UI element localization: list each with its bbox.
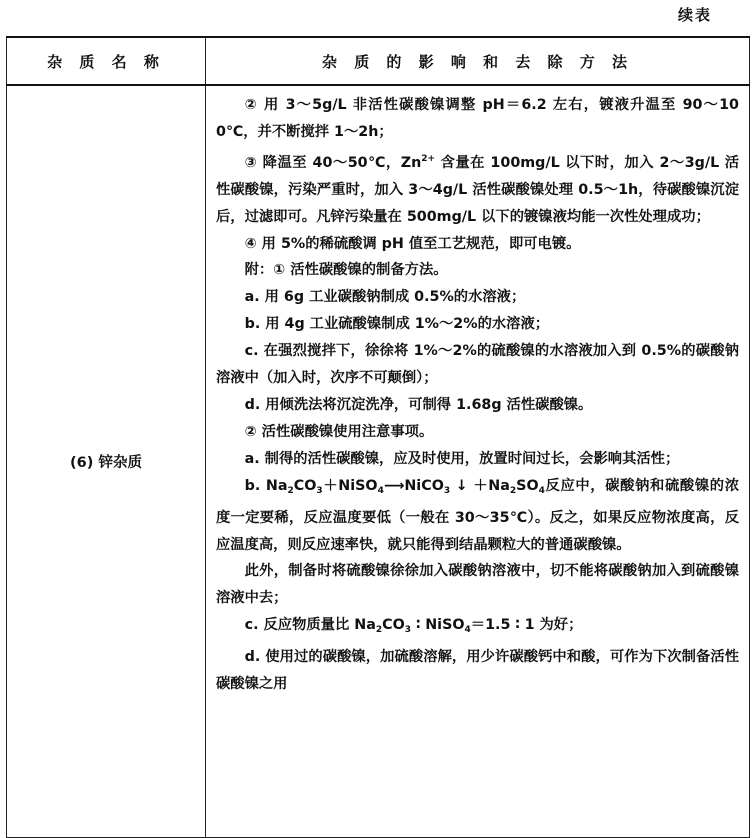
paragraph-prep-b: b. 用 4g 工业硫酸镍制成 1%～2%的水溶液； [244, 316, 550, 333]
header-impurity-name: 杂 质 名 称 [7, 37, 206, 85]
table-row [7, 85, 750, 837]
effect-removal-cell [206, 85, 750, 837]
header-row [7, 37, 750, 85]
paragraph-step-4: ④ 用 5%的稀硫酸调 pH 值至工艺规范，即可电镀。 [244, 235, 581, 252]
paragraph-note-c: c. 反应物质量比 $Na_2CO_3$ ∶ NiSO$_4$＝1.5 ∶ 1 为好； [244, 617, 583, 636]
paragraph-prep-c: c. 在强烈搅拌下，徐徐将 1%～2%的硫酸镍的水溶液加入到 0.5%的碳酸钠溶液中（加入时，次序不可颠倒）； [216, 343, 739, 387]
impurity-table [6, 36, 750, 838]
paragraph-step-2: ② 用 3～5g/L 非活性碳酸镍调整 pH＝6.2 左右，镀液升温至 90～100℃，并不断搅拌 1～2h； [216, 97, 739, 140]
impurity-name-cell: (6) 锌杂质 [7, 85, 206, 837]
paragraph-prep-a: a. 用 6g 工业碳酸钠制成 0.5%的水溶液； [244, 289, 526, 306]
continued-label: 续表 [677, 6, 712, 24]
paragraph-appendix-2: ② 活性碳酸镍使用注意事项。 [244, 423, 434, 440]
paragraph-note-d: d. 使用过的碳酸镍，加硫酸溶解，用少许碳酸钙中和酸，可作为下次制备活性碳酸镍之用 [216, 649, 739, 693]
header-effect-removal: 杂 质 的 影 响 和 去 除 方 法 [206, 37, 750, 85]
paragraph-note-extra: 此外，制备时将硫酸镍徐徐加入碳酸钠溶液中，切不能将碳酸钠加入到硫酸镍溶液中去； [216, 563, 739, 607]
paragraph-appendix-1: 附：① 活性碳酸镍的制备方法。 [244, 262, 448, 279]
paragraph-prep-d: d. 用倾洗法将沉淀洗净，可制得 1.68g 活性碳酸镍。 [244, 396, 593, 413]
paragraph-note-b: b. $Na_2CO_3+NiSO_4⟶NiCO_3$ ↓ $+Na_2SO_4$反应中，碳酸钠和硫酸镍的浓度一定要稀，反应温度要低（一般在 30～35℃）。反之，如果反应物浓度高，反应温度高，则反应速率快，就只能得到结晶颗粒大的普通碳酸镍。 [216, 477, 740, 553]
paragraph-note-a: a. 制得的活性碳酸镍，应及时使用，放置时间过长，会影响其活性； [244, 450, 680, 467]
paragraph-step-3: ③ 降温至 40～50℃，$Zn^{2+}$ 含量在 100mg/L 以下时，加入 2～3g/L 活性碳酸镍，污染严重时，加入 3～4g/L 活性碳酸镍处理 0.5～1h，待碳酸镍沉淀后，过滤即可。凡锌污染量在 500mg/L 以下的镀镍液均能一次性处理成功； [216, 153, 739, 225]
